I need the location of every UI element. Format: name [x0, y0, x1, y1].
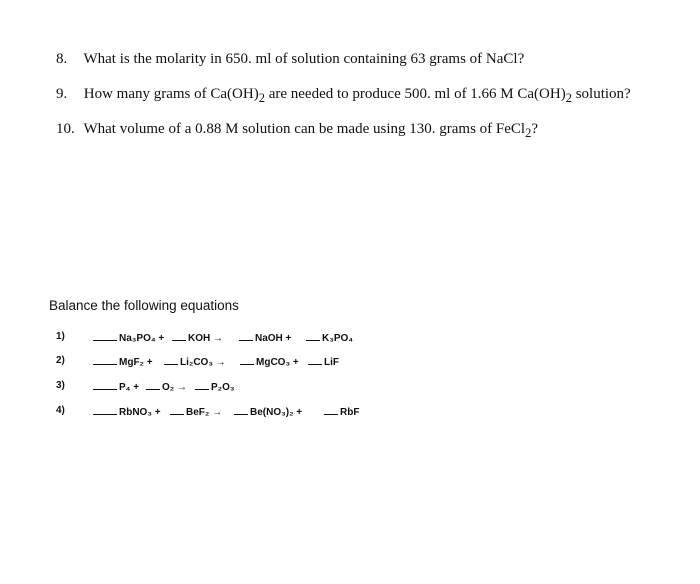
equation-term: [146, 380, 187, 393]
answer-blank[interactable]: [172, 331, 186, 341]
equation-row: [56, 405, 396, 421]
term-text: O₂ →: [162, 382, 187, 393]
term-text: LiF: [324, 357, 339, 368]
question-text-part: are needed to produce 500. ml of 1.66 M Ca(OH): [264, 86, 566, 102]
equation-term: [239, 331, 291, 344]
equation-index: 3): [56, 380, 65, 391]
question-9: [56, 86, 631, 106]
answer-blank[interactable]: [146, 380, 160, 390]
equation-index: 1): [56, 331, 65, 342]
equation-term: [324, 405, 359, 418]
question-8: [56, 51, 524, 68]
equation-term: [93, 331, 164, 344]
equation-term: [195, 380, 235, 393]
answer-blank[interactable]: [93, 331, 117, 341]
term-text: RbF: [340, 407, 360, 418]
answer-blank[interactable]: [195, 380, 209, 390]
section-title: Balance the following equations: [49, 298, 239, 313]
subscript: 2: [565, 91, 572, 105]
term-text: Be(NO₃)₂ +: [250, 407, 303, 418]
answer-blank[interactable]: [239, 331, 253, 341]
answer-blank[interactable]: [306, 331, 320, 341]
term-text: NaOH +: [255, 333, 292, 344]
equation-term: [172, 331, 223, 344]
answer-blank[interactable]: [164, 355, 178, 365]
subscript: 2: [258, 91, 265, 105]
question-number: 8.: [56, 51, 68, 67]
answer-blank[interactable]: [93, 405, 117, 415]
equation-index: 4): [56, 405, 65, 416]
term-text: Na₃PO₄ +: [119, 333, 165, 344]
term-text: KOH →: [188, 333, 223, 344]
equation-term: [240, 355, 299, 368]
question-text-part: How many grams of Ca(OH): [83, 86, 259, 102]
equation-row: [56, 380, 396, 396]
equation-term: [306, 331, 353, 344]
term-text: P₂O₃: [211, 382, 235, 393]
question-text: What is the molarity in 650. ml of solution containing 63 grams of NaCl?: [83, 51, 525, 67]
question-number: 10.: [56, 121, 75, 137]
term-text: MgCO₃ +: [256, 357, 299, 368]
equation-term: [93, 355, 153, 368]
question-text-part: ?: [531, 121, 538, 137]
term-text: K₃PO₄: [322, 333, 354, 344]
answer-blank[interactable]: [234, 405, 248, 415]
answer-blank[interactable]: [324, 405, 338, 415]
equation-term: [234, 405, 302, 418]
term-text: Li₂CO₃ →: [180, 357, 226, 368]
equation-term: [93, 380, 139, 393]
answer-blank[interactable]: [93, 355, 117, 365]
answer-blank[interactable]: [308, 355, 322, 365]
equation-row: [56, 355, 396, 371]
equation-term: [170, 405, 222, 418]
equation-term: [93, 405, 161, 418]
question-number: 9.: [56, 86, 68, 102]
subscript: 2: [525, 126, 532, 140]
answer-blank[interactable]: [93, 380, 117, 390]
answer-blank[interactable]: [170, 405, 184, 415]
term-text: MgF₂ +: [119, 357, 153, 368]
question-text-part: solution?: [571, 86, 631, 102]
equation-index: 2): [56, 355, 65, 366]
equation-term: [164, 355, 226, 368]
equation-term: [308, 355, 339, 368]
equation-row: [56, 331, 396, 347]
term-text: P₄ +: [119, 382, 140, 393]
question-10: [56, 121, 538, 141]
answer-blank[interactable]: [240, 355, 254, 365]
term-text: RbNO₃ +: [119, 407, 161, 418]
term-text: BeF₂ →: [186, 407, 223, 418]
question-text-part: What volume of a 0.88 M solution can be made using 130. grams of FeCl: [83, 121, 526, 137]
